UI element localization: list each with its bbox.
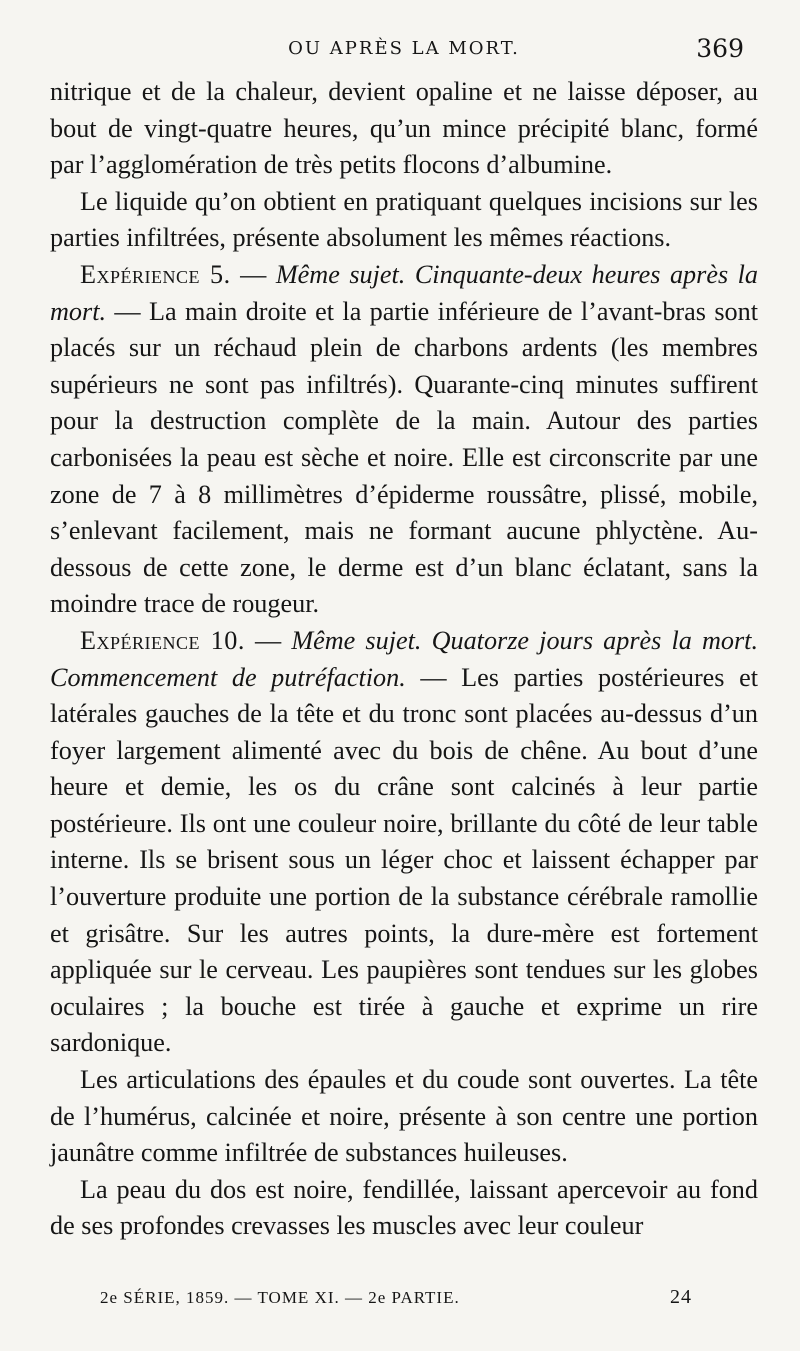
experience-label: Expérience 10. <box>80 625 245 655</box>
experience-subject: Même sujet. Quatorze jours après la mort. Commencement de putréfaction. <box>50 625 759 692</box>
printer-signature: 2e SÉRIE, 1859. — TOME XI. — 2e PARTIE. <box>100 1288 460 1307</box>
paragraph-text: Les articulations des épaules et du coude sont ouvertes. La tête de l’humérus, calcinée et noire, présente à son centre une portion jaunâtre comme infiltrée de substances huileuses. <box>50 1065 758 1168</box>
experience-subject: Même sujet. Cinquante-deux heures après la mort. <box>50 259 759 326</box>
paragraph-articulations <box>50 1062 758 1172</box>
paragraph-experience-10 <box>50 623 758 1062</box>
paragraph-text: La peau du dos est noire, fendillée, laissant apercevoir au fond de ses profondes crevasses les muscles avec leur couleur <box>50 1174 758 1241</box>
sheet-number: 24 <box>670 1286 692 1308</box>
paragraph-text: — La main droite et la partie inférieure de l’avant-bras sont placés sur un réchaud plein de charbons ardents (les membres supérieurs ne sont pas infiltrés). Quarante-cinq minutes suffirent pour la destruction complète de la main. Autour des parties carbonisées la peau est sèche et noire. Elle est circonscrite par une zone de 7 à 8 millimètres d’épiderme roussâtre, plissé, mobile, s’enlevant facilement, mais ne formant aucune phlyctène. Au-dessous de cette zone, le derme est d’un blanc éclatant, sans la moindre trace de rougeur. <box>50 296 758 619</box>
paragraph-text: nitrique et de la chaleur, devient opaline et ne laisse déposer, au bout de vingt-quatre heures, qu’un mince précipité blanc, formé par l’agglomération de très petits flocons d’albumine. <box>50 77 758 180</box>
body-text <box>50 74 758 1245</box>
running-title: OU APRÈS LA MORT. <box>288 38 520 59</box>
page-header <box>50 34 758 64</box>
paragraph-text: Le liquide qu’on obtient en pratiquant quelques incisions sur les parties infiltrées, présente absolument les mêmes réactions. <box>50 186 758 253</box>
paragraph-continuation <box>50 74 758 184</box>
paragraph-liquid <box>50 184 758 257</box>
dash: — <box>230 259 276 289</box>
dash: — <box>244 625 292 655</box>
paragraph-experience-5 <box>50 257 758 623</box>
paragraph-text: — Les parties postérieures et latérales gauches de la tête et du tronc sont placées au-dessus d’un foyer largement alimenté avec du bois de chêne. Au bout d’une heure et demie, les os du crâne sont calcinés à leur partie postérieure. Ils ont une couleur noire, brillante du côté de leur table interne. Ils se brisent sous un léger choc et laissent échapper par l’ouverture produite une portion de la substance cérébrale ramollie et grisâtre. Sur les autres points, la dure-mère est fortement appliquée sur le cerveau. Les paupières sont tendues sur les globes oculaires ; la bouche est tirée à gauche et exprime un rire sardonique. <box>50 662 759 1058</box>
experience-label: Expérience 5. <box>80 259 231 289</box>
page-number: 369 <box>696 34 744 63</box>
page-footer <box>100 1288 700 1318</box>
paragraph-skin <box>50 1172 758 1245</box>
